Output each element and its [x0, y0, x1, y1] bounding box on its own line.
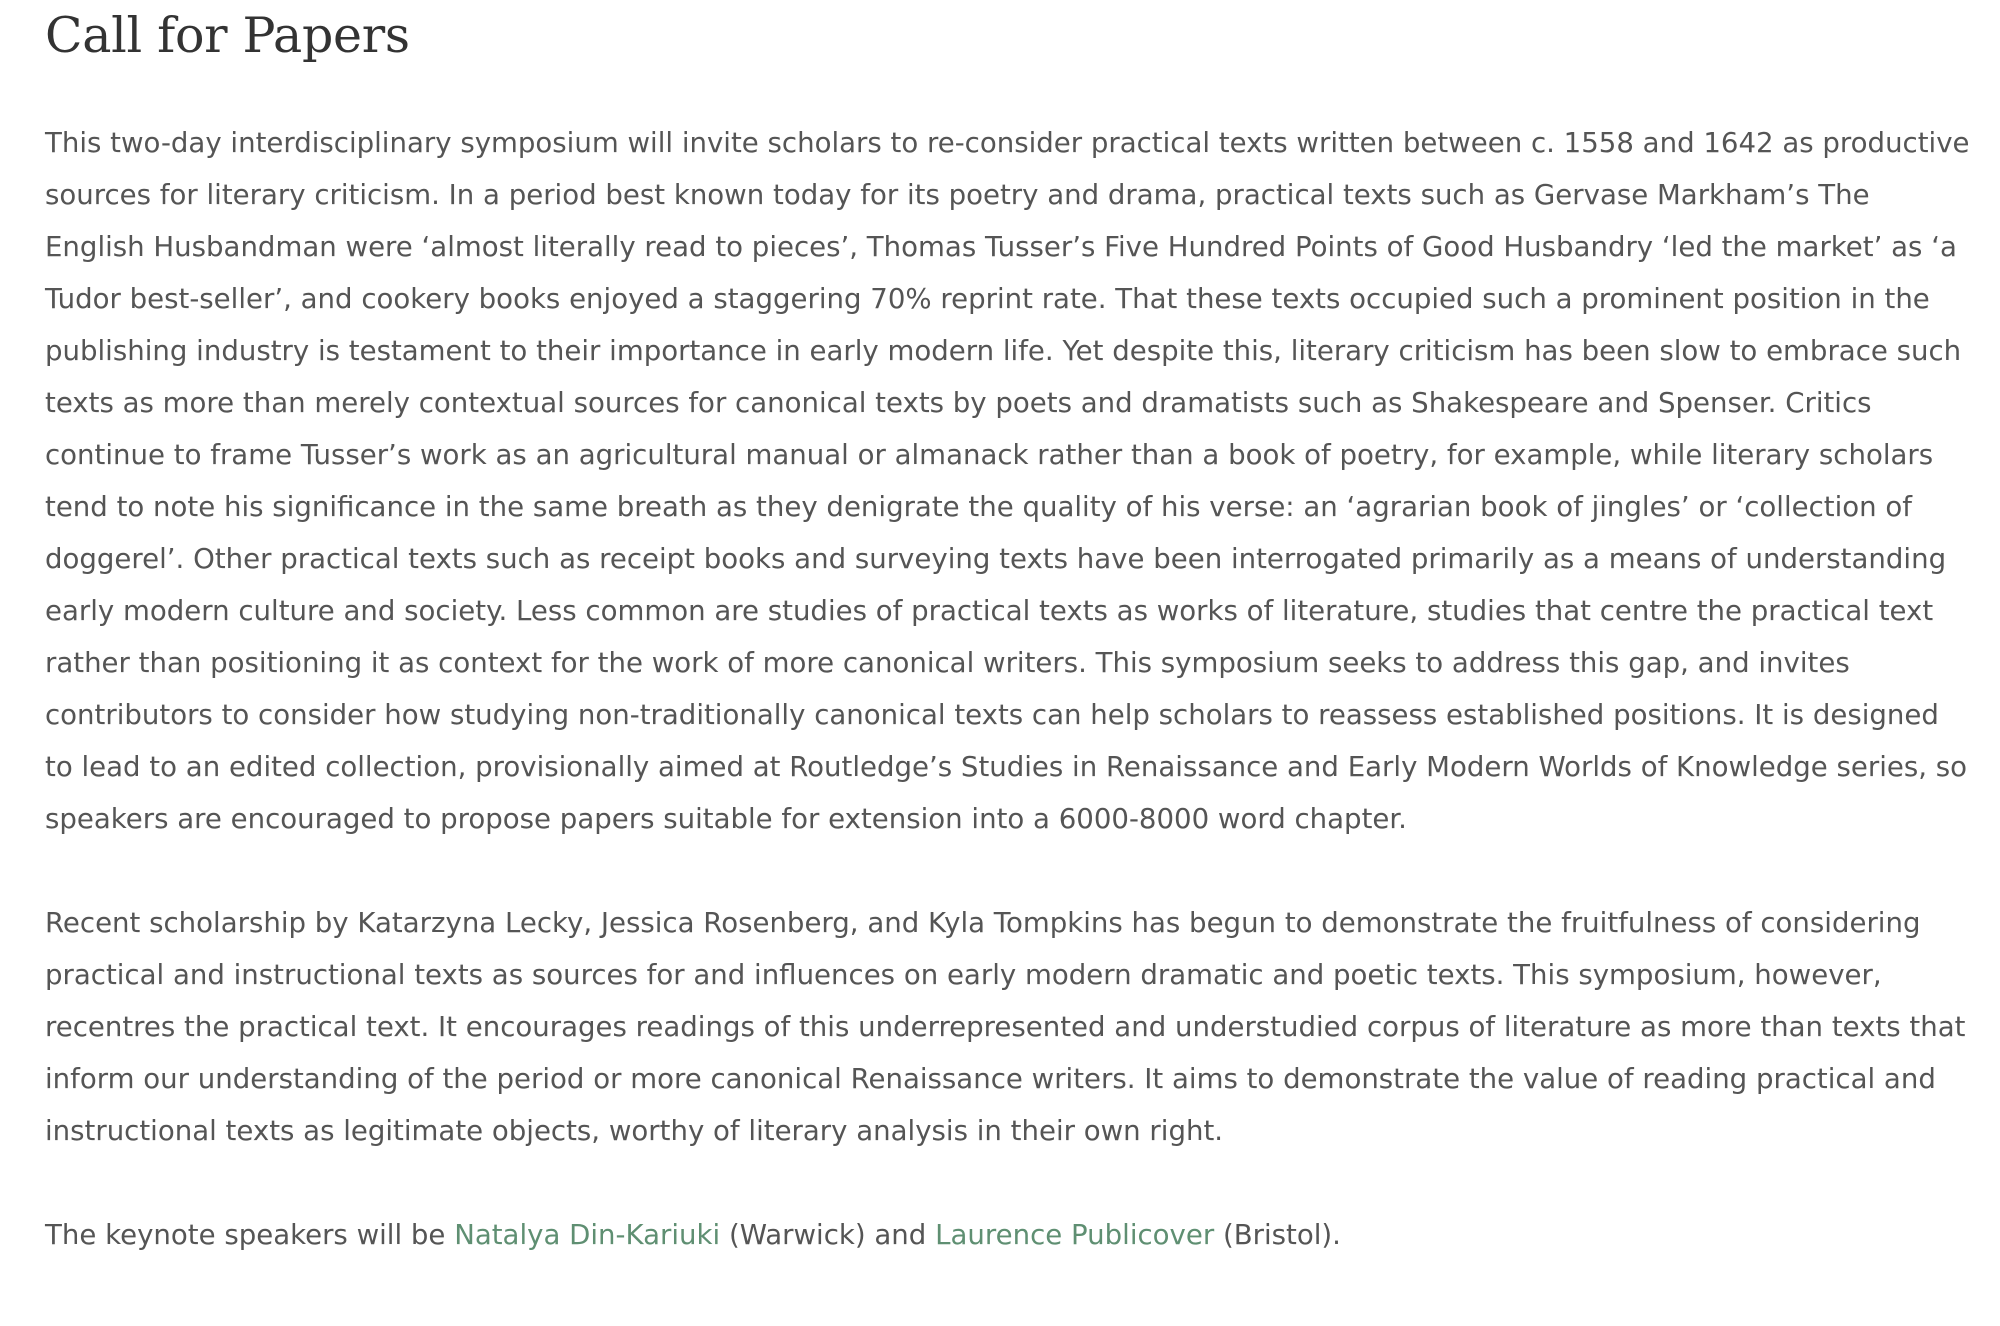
- keynote-affiliation-bristol: (Bristol).: [1214, 1218, 1341, 1251]
- scholarship-paragraph: Recent scholarship by Katarzyna Lecky, Jessica Rosenberg, and Kyla Tompkins has begun to demonstrate the fruitfulness of considering practical and instructional texts as sources for and influences on early modern dramatic and poetic texts. This symposium, however, recentres the practical text. It encourages readings of this underrepresented and understudied corpus of literature as more than texts that inform our understanding of the period or more canonical Renaissance writers. It aims to demonstrate the value of reading practical and instructional texts as legitimate objects, worthy of literary analysis in their own right.: [45, 906, 1966, 1147]
- keynote-paragraph: [45, 1209, 1975, 1261]
- speaker-link-din-kariuki[interactable]: Natalya Din-Kariuki: [454, 1218, 721, 1251]
- page-title: Call for Papers: [45, 7, 410, 64]
- keynote-affiliation-warwick: (Warwick) and: [720, 1218, 936, 1251]
- intro-paragraph: This two-day interdisciplinary symposium will invite scholars to re-consider practical texts written between c. 1558 and 1642 as productive sources for literary criticism. In a period best known today for its poetry and drama, practical texts such as Gervase Markham’s The English Husbandman were ‘almost literally read to pieces’, Thomas Tusser’s Five Hundred Points of Good Husbandry ‘led the market’ as ‘a Tudor best-seller’, and cookery books enjoyed a staggering 70% reprint rate. That these texts occupied such a prominent position in the publishing industry is testament to their importance in early modern life. Yet despite this, literary criticism has been slow to embrace such texts as more than merely contextual sources for canonical texts by poets and dramatists such as Shakespeare and Spenser. Critics continue to frame Tusser’s work as an agricultural manual or almanack rather than a book of poetry, for example, while literary scholars tend to note his significance in the same breath as they denigrate the quality of his verse: an ‘agrarian book of jingles’ or ‘collection of doggerel’. Other practical texts such as receipt books and surveying texts have been interrogated primarily as a means of understanding early modern culture and society. Less common are studies of practical texts as works of literature, studies that centre the practical text rather than positioning it as context for the work of more canonical writers. This symposium seeks to address this gap, and invites contributors to consider how studying non-traditionally canonical texts can help scholars to reassess established positions. It is designed to lead to an edited collection, provisionally aimed at Routledge’s Studies in Renaissance and Early Modern Worlds of Knowledge series, so speakers are encouraged to propose papers suitable for extension into a 6000-8000 word chapter.: [45, 126, 1970, 835]
- article-body: [45, 117, 1975, 1261]
- speaker-link-publicover[interactable]: Laurence Publicover: [935, 1218, 1215, 1251]
- keynote-prefix: The keynote speakers will be: [45, 1218, 455, 1251]
